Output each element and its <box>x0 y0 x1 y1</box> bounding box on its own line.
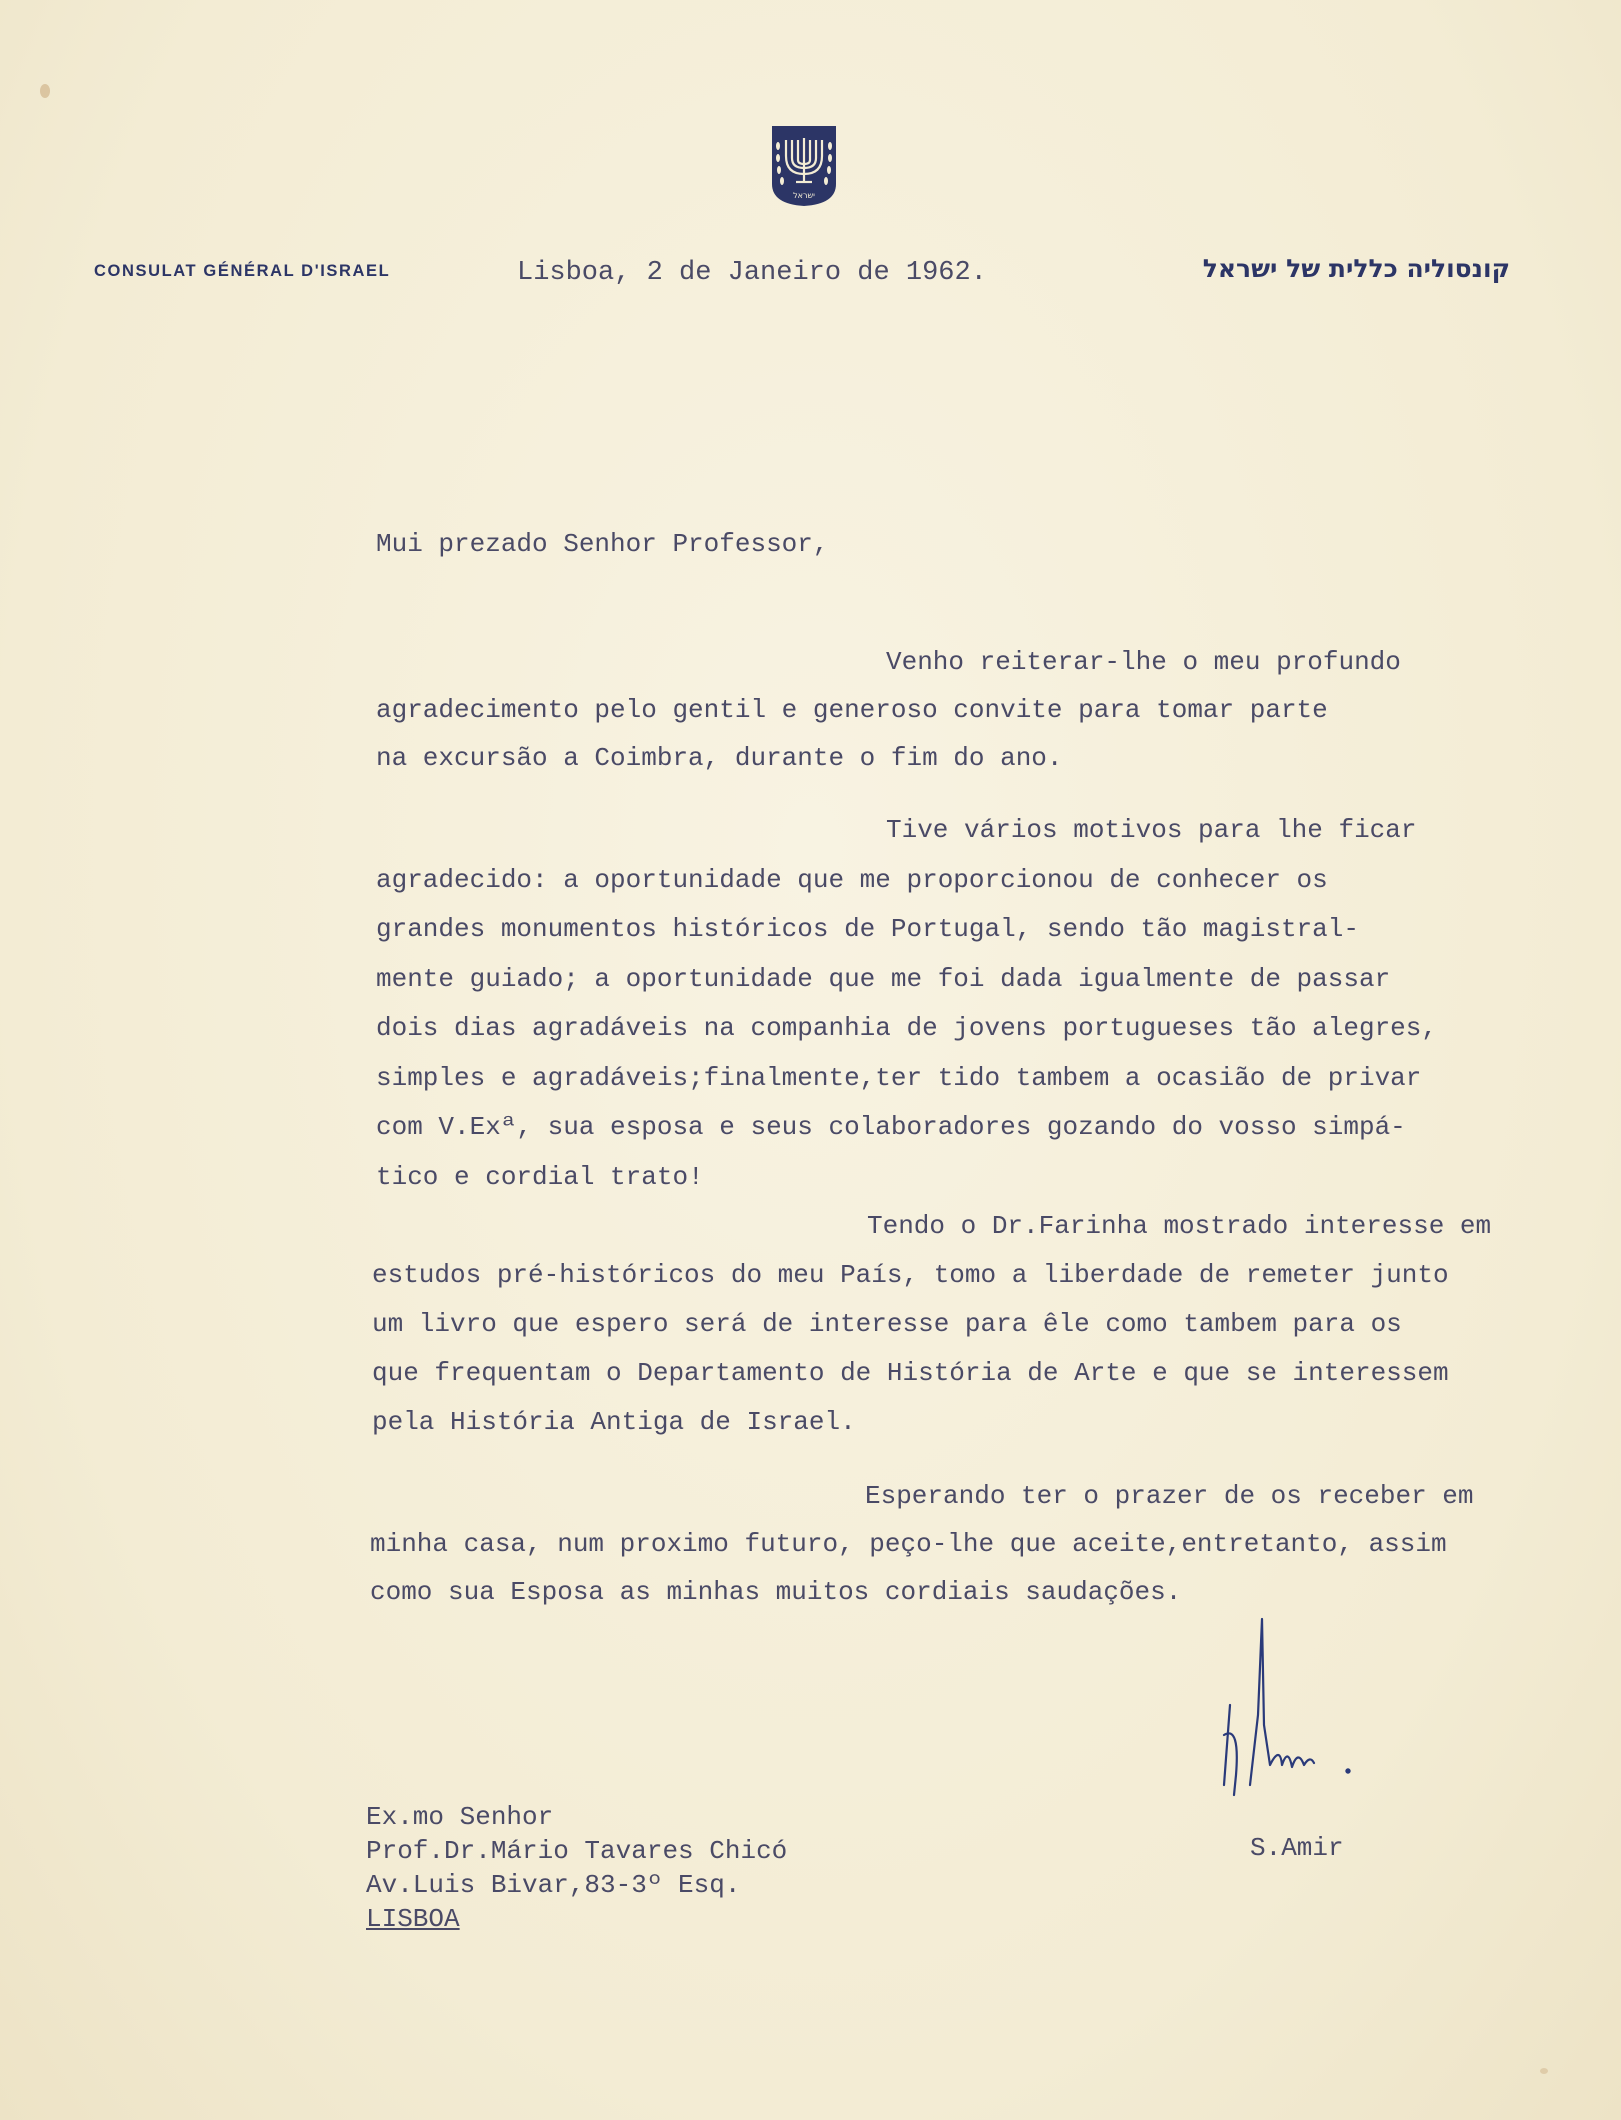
addressee-line: Ex.mo Senhor <box>366 1802 554 1832</box>
paragraph-1 <box>376 638 1401 782</box>
paragraph-2 <box>376 806 1437 1202</box>
paragraph-4 <box>370 1472 1474 1616</box>
paragraph-line: como sua Esposa as minhas muitos cordiais saudações. <box>370 1577 1182 1607</box>
letterhead-right: קונסוליה כללית של ישראל <box>1202 254 1510 283</box>
addressee-city: LISBOA <box>366 1904 460 1934</box>
signer-name: S.Amir <box>1250 1833 1344 1863</box>
paragraph-line: na excursão a Coimbra, durante o fim do ano. <box>376 743 1063 773</box>
paragraph-line: que frequentam o Departamento de História de Arte e que se interessem <box>372 1358 1449 1388</box>
paragraph-line: grandes monumentos históricos de Portugal, sendo tão magistral- <box>376 914 1359 944</box>
emblem-caption: ישראל <box>793 191 815 200</box>
paragraph-line: pela História Antiga de Israel. <box>372 1407 856 1437</box>
stain-spot <box>1540 2068 1548 2074</box>
paragraph-3 <box>372 1202 1491 1447</box>
stain-spot <box>40 84 50 98</box>
paragraph-line: Venho reiterar-lhe o meu profundo <box>886 647 1401 677</box>
addressee-line: Av.Luis Bivar,83-3º Esq. <box>366 1870 741 1900</box>
addressee-line: Prof.Dr.Mário Tavares Chicó <box>366 1836 788 1866</box>
paragraph-line: Esperando ter o prazer de os receber em <box>865 1481 1474 1511</box>
letter-date: Lisboa, 2 de Janeiro de 1962. <box>517 258 987 288</box>
paragraph-line: um livro que espero será de interesse para êle como tambem para os <box>372 1309 1402 1339</box>
paragraph-line: dois dias agradáveis na companhia de jovens portugueses tão alegres, <box>376 1013 1437 1043</box>
paragraph-line: simples e agradáveis;finalmente,ter tido tambem a ocasião de privar <box>376 1062 1422 1093</box>
handwritten-signature <box>1200 1615 1360 1805</box>
paragraph-line: minha casa, num proximo futuro, peço-lhe que aceite,entretanto, assim <box>370 1529 1447 1559</box>
paragraph-line: Tendo o Dr.Farinha mostrado interesse em <box>867 1211 1492 1241</box>
paragraph-line: Tive vários motivos para lhe ficar <box>886 815 1417 845</box>
addressee-block <box>366 1800 787 1936</box>
letterhead-left: CONSULAT GÉNÉRAL D'ISRAEL <box>94 262 391 280</box>
paragraph-line: tico e cordial trato! <box>376 1161 704 1192</box>
paragraph-line: agradecido: a oportunidade que me proporcionou de conhecer os <box>376 864 1328 895</box>
paragraph-line: com V.Exª, sua esposa e seus colaboradores gozando do vosso simpá- <box>376 1112 1406 1142</box>
menorah-emblem-icon <box>770 124 838 208</box>
paragraph-line: mente guiado; a oportunidade que me foi dada igualmente de passar <box>376 963 1391 994</box>
paragraph-line: estudos pré-históricos do meu País, tomo a liberdade de remeter junto <box>372 1260 1449 1290</box>
salutation: Mui prezado Senhor Professor, <box>376 529 829 559</box>
paragraph-line: agradecimento pelo gentil e generoso convite para tomar parte <box>376 695 1328 725</box>
